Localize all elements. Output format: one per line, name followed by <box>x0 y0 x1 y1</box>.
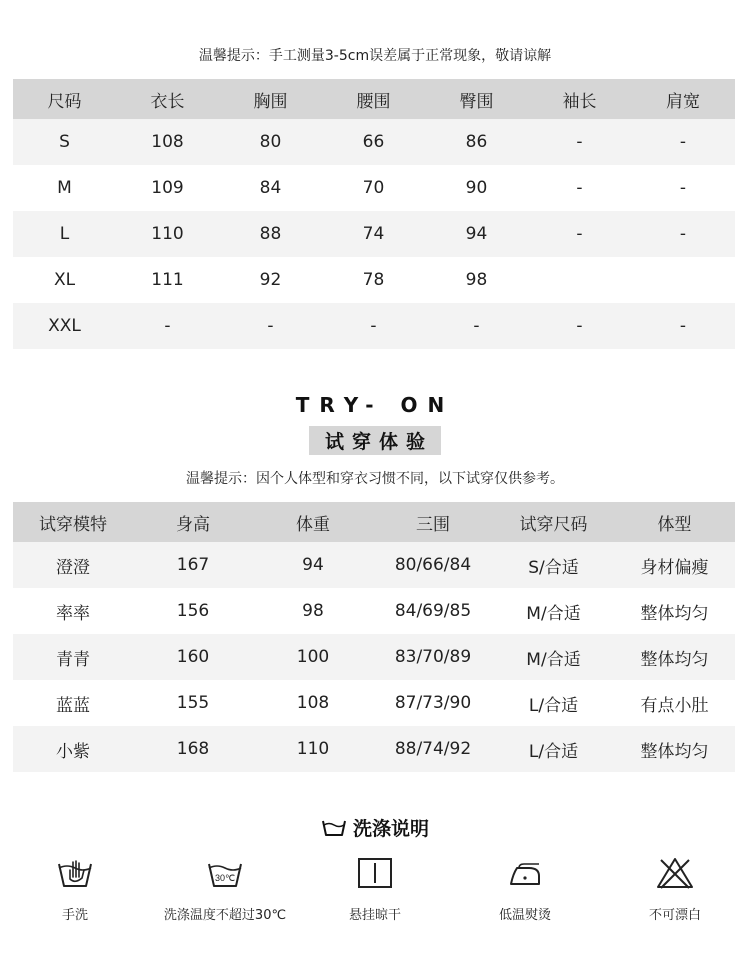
table-cell: 87/73/90 <box>394 693 472 713</box>
table-cell: 80/66/84 <box>373 542 493 588</box>
table-cell: 110 <box>116 211 219 257</box>
care-low-iron <box>450 856 600 923</box>
care-no-bleach <box>600 856 750 923</box>
table-cell: 78 <box>362 270 385 290</box>
care-hang-dry <box>300 856 450 923</box>
table-cell: 108 <box>296 693 330 713</box>
table-cell: - <box>425 303 528 349</box>
table-cell: 167 <box>133 542 253 588</box>
col-header-model: 试穿模特 <box>13 502 133 542</box>
wash-title <box>321 814 429 841</box>
table-cell: - <box>576 178 583 198</box>
table-cell: 83/70/89 <box>373 634 493 680</box>
table-cell: 108 <box>116 119 219 165</box>
table-row <box>13 680 735 726</box>
table-cell: 90 <box>465 178 488 198</box>
table-cell: 94 <box>425 211 528 257</box>
table-row <box>13 211 735 257</box>
table-cell: 86 <box>425 119 528 165</box>
wash-basin-icon <box>321 818 347 838</box>
tryon-table <box>13 502 735 772</box>
table-cell: 110 <box>253 726 373 772</box>
table-cell: M/合适 <box>526 603 581 624</box>
table-cell: 160 <box>133 634 253 680</box>
table-cell: 168 <box>133 726 253 772</box>
table-cell: 84 <box>259 178 282 198</box>
care-label: 低温熨烫 <box>498 908 551 923</box>
table-cell: - <box>322 303 425 349</box>
table-cell: M <box>57 178 72 198</box>
table-cell: 74 <box>322 211 425 257</box>
tryon-title-cn: 试穿体验 <box>309 426 441 455</box>
table-row <box>13 634 735 680</box>
table-cell: L/合适 <box>528 695 579 716</box>
col-header-waist: 腰围 <box>322 79 425 119</box>
table-cell: 111 <box>151 270 184 290</box>
size-table <box>13 79 735 349</box>
table-cell: 94 <box>253 542 373 588</box>
table-cell: XL <box>53 270 76 290</box>
table-row <box>13 726 735 772</box>
care-label: 洗涤温度不超过30℃ <box>163 908 287 923</box>
col-header-height: 身高 <box>133 502 253 542</box>
table-cell <box>631 257 735 303</box>
table-cell <box>528 257 631 303</box>
col-header-sleeve: 袖长 <box>528 79 631 119</box>
table-cell: 率率 <box>56 603 90 624</box>
table-cell: XXL <box>13 303 116 349</box>
tryon-title-wrap <box>0 426 750 455</box>
table-cell: - <box>631 303 735 349</box>
care-label: 手洗 <box>61 908 88 923</box>
table-cell: 整体均匀 <box>614 726 735 772</box>
hand-wash-icon <box>55 856 95 890</box>
table-cell: 澄澄 <box>13 542 133 588</box>
table-cell: - <box>631 211 735 257</box>
table-cell: 整体均匀 <box>614 634 735 680</box>
table-cell: S <box>13 119 116 165</box>
col-header-hip: 臀围 <box>425 79 528 119</box>
tryon-title-en: TRY- ON <box>295 393 455 417</box>
low-iron-icon <box>505 856 545 890</box>
wash-title-wrap <box>0 814 750 842</box>
table-cell: S/合适 <box>493 542 614 588</box>
table-cell: 有点小肚 <box>640 695 709 716</box>
wash-30-icon <box>205 856 245 890</box>
table-cell: 身材偏瘦 <box>614 542 735 588</box>
table-cell: 88/74/92 <box>373 726 493 772</box>
care-label: 不可漂白 <box>648 908 701 923</box>
table-row <box>13 303 735 349</box>
table-cell: 蓝蓝 <box>56 695 90 716</box>
table-cell: - <box>528 119 631 165</box>
col-header-size: 尺码 <box>13 79 116 119</box>
col-header-shoulder: 肩宽 <box>631 79 735 119</box>
table-cell: 155 <box>176 693 210 713</box>
table-cell: 98 <box>465 270 488 290</box>
table-cell: L/合适 <box>493 726 614 772</box>
table-cell: 80 <box>219 119 322 165</box>
table-cell: 84/69/85 <box>394 601 472 621</box>
col-header-tryon-size: 试穿尺码 <box>493 502 614 542</box>
tryon-table-header <box>13 502 735 542</box>
wash-title-text: 洗涤说明 <box>352 818 429 840</box>
table-cell: - <box>528 211 631 257</box>
table-cell: - <box>116 303 219 349</box>
table-row <box>13 119 735 165</box>
table-cell: M/合适 <box>493 634 614 680</box>
table-cell: - <box>679 178 687 198</box>
table-cell: - <box>219 303 322 349</box>
tryon-note: 温馨提示：因个人体型和穿衣习惯不同，以下试穿仅供参考。 <box>186 471 564 487</box>
no-bleach-icon <box>655 856 695 890</box>
table-cell: 青青 <box>13 634 133 680</box>
wash-temp-mark: 30℃ <box>214 873 236 883</box>
table-cell: 98 <box>302 601 324 621</box>
col-header-weight: 体重 <box>253 502 373 542</box>
table-row <box>13 165 735 211</box>
table-cell: 156 <box>176 601 210 621</box>
col-header-measurements: 三围 <box>373 502 493 542</box>
table-cell: 70 <box>362 178 385 198</box>
table-cell: 100 <box>253 634 373 680</box>
table-cell: - <box>528 303 631 349</box>
care-hand-wash <box>0 856 150 923</box>
col-header-chest: 胸围 <box>219 79 322 119</box>
table-cell: - <box>631 119 735 165</box>
table-cell: 整体均匀 <box>640 603 709 624</box>
size-table-header <box>13 79 735 119</box>
table-cell: L <box>13 211 116 257</box>
table-cell: 92 <box>259 270 282 290</box>
table-row <box>13 588 735 634</box>
size-note: 温馨提示：手工测量3-5cm误差属于正常现象，敬请谅解 <box>198 48 552 64</box>
table-cell: 66 <box>322 119 425 165</box>
hang-dry-icon <box>355 856 395 890</box>
table-cell: 小紫 <box>13 726 133 772</box>
col-header-body-type: 体型 <box>614 502 735 542</box>
care-wash-30 <box>150 856 300 923</box>
table-row <box>13 542 735 588</box>
table-row <box>13 257 735 303</box>
table-cell: 109 <box>151 178 184 198</box>
care-label: 悬挂晾干 <box>348 908 401 923</box>
col-header-length: 衣长 <box>116 79 219 119</box>
table-cell: 88 <box>219 211 322 257</box>
